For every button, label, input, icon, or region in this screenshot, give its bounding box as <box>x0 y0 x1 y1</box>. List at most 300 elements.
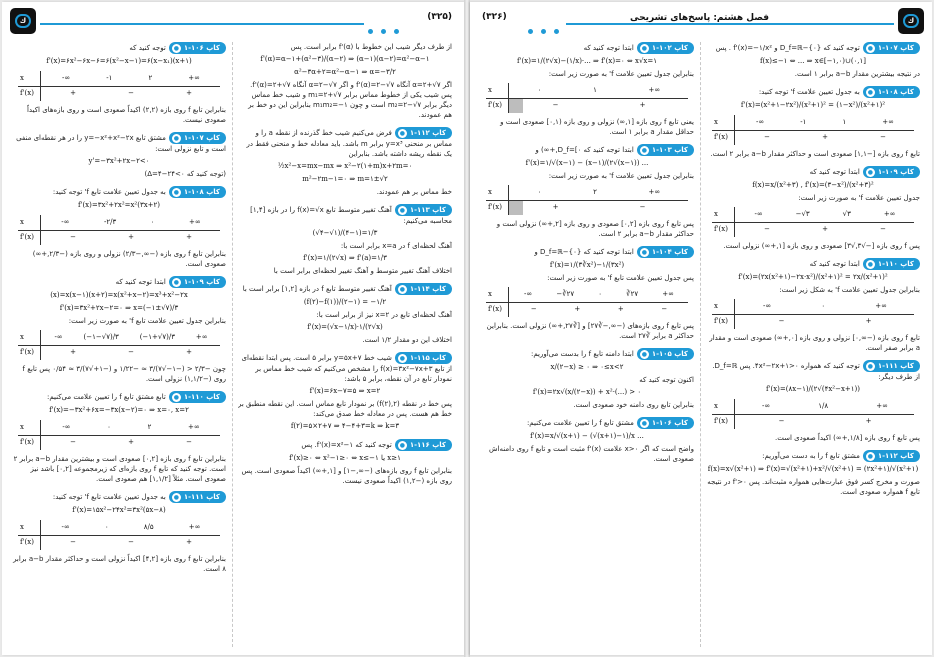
question-tag-dot-icon: ● <box>867 261 873 268</box>
solution-block <box>238 127 452 197</box>
sign-table-f-label: f'(x) <box>714 417 728 425</box>
solution-text: به جدول تعیین علامت تابع f' توجه کنید: <box>52 188 166 196</box>
sign-table-f-label: f'(x) <box>714 225 728 233</box>
sign-table-f-label: f'(x) <box>20 233 34 241</box>
solution-intro <box>480 42 694 54</box>
question-tag-dot-icon: ● <box>399 130 405 137</box>
equation: f'(x)≥۰ ⇔ x²−۱≥۰ ⇔ x≤−۱ یا x≥۱ <box>289 454 401 462</box>
sign-table-sign-cell: − <box>764 225 770 233</box>
sign-table-f-label: f'(x) <box>20 348 34 356</box>
sign-table-sign-cell: + <box>822 133 828 141</box>
solution-conclusion: پس تابع f روی بازه [۱/۸,+∞) اکیداً صعودی است. <box>775 434 920 442</box>
question-tag <box>637 42 694 54</box>
equation: f(x)≤−۱ ⇔ ... ⇒ x∈[−۱,۰)∪(۰,۱] <box>759 57 867 65</box>
solution-text: اکنون توجه کنید که <box>639 376 694 384</box>
equation: f'(x)=(√x−۱/x)·۱/(۲√x) <box>307 323 383 331</box>
solution-block <box>706 42 920 79</box>
sign-table-x-cell: -۲/۳ <box>103 218 117 226</box>
question-tag-dot-icon: ● <box>641 249 647 256</box>
solution-conclusion: بنابراین تابع f روی بازه [۰,۲] صعودی است و بیشترین مقدار a−b برابر ۲ است. توجه کنید که تابع f روی بازه‌ای که زیرمجموعه [۰,۲] باشد نیز صعودی است. مثلاً [۱,۱/۲] هم صعودی است. <box>13 455 226 483</box>
sign-table-sign-cell: + <box>70 348 76 356</box>
sign-table-x-cell: -∞ <box>62 423 71 431</box>
sign-table-sign-cell: − <box>70 438 76 446</box>
solution-text: توجه کنید که <box>129 44 166 52</box>
question-tag-label: ۱-۱۰۷ کاپ <box>183 134 220 142</box>
equation: f'(x)=۳x²+۲x²=x²(۳x+۲) <box>77 201 161 209</box>
solution-text: جدول تعیین علامت f' به صورت زیر است: <box>798 194 920 202</box>
solution-text: فرض می‌کنیم شیب خط گذرنده از نقطه a را و مماس بر منحنی y=x³ برابر m باشد. باید معادله خط و منحنی فقط در یک نقطه ریشه داشته باشد. بنابراین <box>246 129 452 158</box>
sign-table-undefined-region <box>509 99 523 113</box>
sign-table-sign-cell: − <box>880 133 886 141</box>
sign-table-hline <box>712 130 914 131</box>
question-tag-label: ۱-۱۱۲ کاپ <box>877 452 914 460</box>
solution-conclusion: پس تابع f روی بازه‌های (−∞,−∛۲۷] و [∛۲۷,+∞) نزولی است. بنابراین حداکثر a برابر ∛۲۷ است. <box>486 322 694 340</box>
solution-intro <box>238 439 452 451</box>
question-tag <box>637 417 694 429</box>
solution-text: اگر α=۲+√۷ آنگاه f'(α)=۲−√۷ و اگر α=۲−√۷ آنگاه f'(α)=۲+√۷. پس شیب یکی از خطوط مماس برابر m₁=۲+√۷ و شیب خط مماس دیگر برابر m₂=۲−√۷ است و چون m₁m₂=−۱ بنابراین این دو خط بر هم عمودند. <box>248 81 452 119</box>
question-tag <box>637 348 694 360</box>
solution-conclusion: بنابراین تابع f روی بازه [۴,۲] اکیداً نزولی است و حداکثر مقدار a−b برابر ۸ است. <box>13 555 226 573</box>
sign-table-sign-row <box>738 225 912 233</box>
question-tag-dot-icon: ● <box>867 453 873 460</box>
sign-table-x-cell: -∞ <box>756 118 765 126</box>
solution-text: بنابراین تابع f روی بازه‌های (−∞,−۱] و [۱,+∞) اکیداً صعودی است. پس روی بازه (−۱,۲) اکیداً صعودی نیست. <box>241 467 452 485</box>
question-tag-dot-icon: ● <box>641 147 647 154</box>
sign-table-x-label: x <box>714 402 718 410</box>
sign-table-x-row <box>44 523 218 531</box>
solution-text: آهنگ لحظه‌ای f در x=a برابر است با: <box>340 242 452 250</box>
question-tag <box>169 276 226 288</box>
page-number: (۳۲۶) <box>478 12 511 22</box>
solution-conclusion: بنابراین تابع f روی بازه (۲,۲) اکیداً صعودی است و روی بازه‌های اکیداً صعودی نیست. <box>26 106 226 124</box>
equation: f'(x)=(۲x(x²+۱)−۲x·x²)/(x²+۱)² = ۲x/(x²+۱)² <box>738 273 888 281</box>
solution-intro <box>706 258 920 270</box>
sign-table-f-label: f'(x) <box>714 133 728 141</box>
sign-table-vline <box>508 287 509 317</box>
sign-table-x-cell: ۰ <box>537 188 542 196</box>
question-tag-label: ۱-۱۱۶ کاپ <box>409 441 446 449</box>
question-tag-dot-icon: ● <box>867 169 873 176</box>
sign-table-f-label: f'(x) <box>714 317 728 325</box>
solution-block <box>480 42 694 137</box>
solution-block <box>238 42 452 120</box>
sign-table-x-cell: ۱ <box>593 86 597 94</box>
question-tag <box>637 246 694 258</box>
sign-table-sign-cell: − <box>128 538 134 546</box>
sign-table-x-label: x <box>714 210 718 218</box>
question-tag <box>863 86 920 98</box>
solution-conclusion: چون −۲/۳ < (−۱−√۷)/۳ ≈ −۱/۲۲ و (−۱+√۷)/۳ ≈ ۰/۵۴ پس تابع f روی (−۱,۱/۲) نزولی است. <box>22 365 226 383</box>
sign-table-x-cell: -∞ <box>54 333 63 341</box>
solution-text: تابع مشتق تابع f را تعیین علامت می‌کنیم: <box>46 393 166 401</box>
solution-intro <box>238 127 452 159</box>
sign-table-sign-cell: + <box>186 348 192 356</box>
sign-table-x-label: x <box>488 290 492 298</box>
solution-block <box>238 439 452 486</box>
sign-table-x-label: x <box>20 74 24 82</box>
sign-table <box>486 287 688 317</box>
solution-conclusion: تابع f روی بازه [−۱,۱] صعودی است و حداکثر مقدار a−b برابر ۲ است. <box>710 150 920 158</box>
solution-conclusion: یعنی تابع f روی بازه [۱,∞) نزولی و روی بازه (۰,۱] صعودی است و حداقل مقدار a برابر ۱ است. <box>500 118 694 136</box>
equation: f'(x)=(۸x−۱)/(۲√(۴x²−x+۱)) <box>765 385 861 393</box>
sign-table <box>712 399 914 429</box>
column-separator <box>232 42 233 647</box>
left-page-header <box>10 8 456 34</box>
sign-table-x-cell: ۲ <box>147 423 152 431</box>
solution-block <box>706 450 920 497</box>
sign-table-x-cell: √۳ <box>842 210 851 218</box>
solution-conclusion: پس f روی بازه [−√۳,√۳] صعودی و روی بازه [۱,+∞) نزولی است. <box>723 242 920 250</box>
sign-table-x-label: x <box>714 302 718 310</box>
sign-table-x-cell: ۱ <box>842 118 847 126</box>
equation: f(۲)=۵×۲+۷ ⇒ ۴−۴+۳=k ⇒ k=۳ <box>290 422 400 430</box>
sign-table <box>18 330 220 360</box>
sign-table-sign-cell: + <box>822 225 828 233</box>
sign-table-x-row <box>512 188 686 196</box>
solution-block <box>480 144 694 239</box>
question-tag-label: ۱-۱۰۲ کاپ <box>651 44 688 52</box>
sign-table-x-cell: +∞ <box>189 218 201 226</box>
sign-table-hline <box>18 86 220 87</box>
sign-table-sign-cell: − <box>639 203 646 211</box>
sign-table-x-row <box>512 290 686 298</box>
question-tag <box>395 127 452 139</box>
sign-table-x-cell: +∞ <box>876 402 888 410</box>
sign-table-x-label: x <box>20 423 24 431</box>
header-rule <box>40 23 364 25</box>
sign-table-x-cell: +∞ <box>195 333 208 341</box>
sign-table-x-row <box>44 218 218 226</box>
equation: (x)=x(x−۱)(x+۲)=x(x²+x−۲)=x³+x²−۲x <box>50 291 188 299</box>
sign-table-hline <box>18 230 220 231</box>
question-tag <box>863 360 920 372</box>
header-rule <box>566 23 894 25</box>
solution-block <box>706 166 920 251</box>
sign-table-undefined-region <box>509 201 523 215</box>
sign-table-sign-cell: − <box>186 438 192 446</box>
solution-intro <box>12 186 226 198</box>
sign-table-x-cell: ۲ <box>148 74 153 82</box>
sign-table-sign-cell: − <box>128 89 134 97</box>
sign-table-x-cell: -∞ <box>62 74 71 82</box>
solution-intro <box>706 42 920 54</box>
question-tag-label: ۱-۱۱۳ کاپ <box>409 206 446 214</box>
sign-table-x-label: x <box>20 333 24 341</box>
solution-text: آهنگ تغییر متوسط تابع f(x)=√x را در بازه [۱,۴] محاسبه می‌کنیم: <box>250 206 452 225</box>
solution-intro <box>706 86 920 98</box>
solution-intro <box>238 283 452 295</box>
sign-table-f-label: f'(x) <box>488 203 502 211</box>
solution-text: ابتدا توجه کنید که D_f=[۰,+∞) و <box>535 146 634 154</box>
sign-table-x-cell: +∞ <box>648 86 661 94</box>
solution-conclusion: بنابراین تابع f روی بازه (−∞,−۲/۳) نزولی و روی بازه (−۲/۳,+∞) صعودی است. <box>32 250 226 268</box>
equation: f'(x)=۶x−۷=۵ ⇒ x=۲ <box>309 387 381 395</box>
sign-table-x-cell: ۰ <box>821 302 826 310</box>
sign-table-x-cell: -∞ <box>754 210 763 218</box>
solution-text: پس خط در نقطه (۲,f(۲)) بر نمودار تابع مماس است. این نقطه منطبق بر خط هم هست. پس در معادله خط صدق می‌کند: <box>238 400 452 418</box>
right-page <box>470 2 932 655</box>
question-tag-label: ۱-۱۰۹ کاپ <box>877 168 914 176</box>
solution-block <box>12 391 226 484</box>
solution-block <box>12 491 226 574</box>
sign-table-hline <box>712 314 914 315</box>
sign-table-sign-cell: − <box>552 101 559 109</box>
question-tag-label: ۱-۱۱۱ کاپ <box>183 493 220 501</box>
sign-table-sign-row <box>512 203 686 211</box>
solution-block <box>480 417 694 464</box>
question-tag <box>863 166 920 178</box>
sign-table-hline <box>18 345 220 346</box>
solution-text: خط مماس بر هم عمودند. <box>376 188 452 196</box>
question-tag-label: ۱-۱۱۴ کاپ <box>409 285 446 293</box>
left-page-col-right <box>238 42 452 647</box>
page-number: (۳۲۵) <box>423 12 456 22</box>
sign-table-sign-row <box>44 438 218 446</box>
sign-table <box>18 420 220 450</box>
question-tag <box>169 42 226 54</box>
sign-table-x-row <box>44 74 218 82</box>
question-tag-label: ۱-۱۱۰ کاپ <box>183 393 220 401</box>
question-tag-dot-icon: ● <box>173 135 179 142</box>
solution-block <box>238 204 452 276</box>
sign-table-x-cell: +∞ <box>188 523 201 531</box>
right-page-col-left <box>480 42 694 647</box>
question-tag-dot-icon: ● <box>173 45 179 52</box>
solution-intro <box>238 204 452 226</box>
equation: y'=−۳x²+۲x−۲<۰ <box>88 157 150 165</box>
solution-text: ابتدا توجه کنید که <box>809 260 860 268</box>
solution-intro <box>12 276 226 288</box>
equation: f'(x)=۳x²+۲x−۲=۰ ⇒ x=(−۱±√۷)/۳ <box>59 304 179 312</box>
sign-table-x-cell: ۰ <box>107 423 111 431</box>
question-tag-label: ۱-۱۰۶ کاپ <box>183 44 220 52</box>
solution-block <box>706 86 920 159</box>
question-tag-label: ۱-۱۱۲ کاپ <box>409 129 446 137</box>
question-tag <box>395 204 452 216</box>
question-tag-label: ۱-۱۰۹ کاپ <box>183 278 220 286</box>
solution-conclusion: پس تابع f روی بازه [۰,۲] صعودی و روی بازه [۲,+∞) نزولی است و حداکثر مقدار a−b برابر ۲ است. <box>496 220 694 238</box>
sign-table-x-cell: ∛۲۷ <box>626 290 639 298</box>
question-tag-dot-icon: ● <box>399 442 405 449</box>
equation: f'(x)=x/√(x+۱) − (√(x+۱)−۱)/x ... <box>530 432 644 440</box>
question-tag-dot-icon: ● <box>641 420 647 427</box>
right-page-col-right <box>706 42 920 647</box>
sign-table-hline <box>18 435 220 436</box>
solution-text: ابتدا توجه کنید که <box>809 168 860 176</box>
sign-table-vline <box>734 115 735 145</box>
publisher-logo-icon: ك <box>898 8 924 34</box>
equation: f'(x)=۱/(۲√x) ⇒ f'(a)=۱/۳ <box>303 254 387 262</box>
question-tag-dot-icon: ● <box>173 189 179 196</box>
sign-table-sign-cell: − <box>880 225 886 233</box>
question-tag-label: ۱-۱۰۸ کاپ <box>877 88 914 96</box>
question-tag-dot-icon: ● <box>173 279 179 286</box>
sign-table-x-cell: -∞ <box>61 218 70 226</box>
sign-table-sign-cell: − <box>778 317 785 325</box>
solution-intro <box>480 417 694 429</box>
solution-text: ابتدا توجه کنید که <box>115 278 166 286</box>
solution-block <box>238 283 452 345</box>
question-tag <box>169 132 226 144</box>
sign-table-sign-cell: + <box>639 101 646 109</box>
equation: m²−۲m−۱=۰ ⇒ m=۱±√۲ <box>302 175 388 183</box>
sign-table-sign-cell: − <box>530 305 537 313</box>
sign-table-sign-cell: + <box>865 317 872 325</box>
sign-table-sign-cell: + <box>70 89 76 97</box>
question-tag <box>169 391 226 403</box>
solution-intro <box>480 348 694 360</box>
right-page-header <box>478 8 924 34</box>
equation: (√۴−√۱)/(۴−۱)=۱/۳ <box>312 229 378 237</box>
sign-table-f-label: f'(x) <box>488 101 502 109</box>
solution-block <box>12 42 226 125</box>
sign-table-x-cell: ۸/۵ <box>143 523 154 531</box>
sign-table-sign-row <box>512 101 686 109</box>
left-page-col-left <box>12 42 226 647</box>
sign-table-x-cell: (−۱−√۷)/۳ <box>83 333 119 341</box>
sign-table-sign-row <box>738 317 912 325</box>
question-tag-dot-icon: ● <box>641 45 647 52</box>
sign-table <box>486 185 688 215</box>
question-tag <box>169 491 226 503</box>
question-tag-dot-icon: ● <box>399 286 405 293</box>
solution-block <box>12 132 226 179</box>
solution-intro <box>12 42 226 54</box>
publisher-logo-icon: ك <box>10 8 36 34</box>
sign-table-x-cell: −√۳ <box>795 210 810 218</box>
solution-text: توجه کنید که f'(x)=x²−۱. پس <box>301 441 392 449</box>
solution-intro <box>12 491 226 503</box>
sign-table-hline <box>712 222 914 223</box>
question-tag-label: ۱-۱۰۳ کاپ <box>651 146 688 154</box>
sign-table-sign-cell: − <box>778 417 785 425</box>
question-tag-label: ۱-۱۰۵ کاپ <box>651 350 688 358</box>
header-dots-icon <box>524 20 564 28</box>
sign-table-sign-cell: + <box>865 417 872 425</box>
sign-table-f-label: f'(x) <box>488 305 502 313</box>
solution-conclusion: تابع f روی بازه (−∞,۰] نزولی و روی بازه [۰,+∞) صعودی است و مقدار a برابر صفر است. <box>709 334 920 352</box>
solution-text: آهنگ تغییر متوسط تابع f در بازه [۱,۲] برابر است با <box>242 285 392 293</box>
solution-text: ابتدا توجه کنید که <box>583 44 634 52</box>
sign-table <box>712 299 914 329</box>
solution-intro <box>12 391 226 403</box>
equation: (f(۲)−f(۱))/(۲−۱) = −۱/۲ <box>303 298 387 306</box>
sign-table <box>486 83 688 113</box>
sign-table-x-cell: -۱ <box>106 74 113 82</box>
sign-table-x-label: x <box>20 523 24 531</box>
sign-table-vline <box>734 207 735 237</box>
sign-table-sign-row <box>44 538 218 546</box>
sign-table <box>712 115 914 145</box>
header-dots-icon <box>364 20 404 28</box>
solution-text: آهنگ لحظه‌ای تابع در x=۲ نیز از برابر است با: <box>316 311 452 319</box>
sign-table-x-cell: -∞ <box>524 290 533 298</box>
sign-table-x-cell: +∞ <box>882 118 894 126</box>
question-tag-dot-icon: ● <box>173 494 179 501</box>
solution-conclusion: بنابراین تابع روی دامنه خود صعودی است. <box>573 401 694 409</box>
equation: f(x)=x√(x²+۱) ⇒ f'(x)=√(x²+۱)+x²/√(x²+۱) = (۲x²+۱)/√(x²+۱) <box>707 465 919 473</box>
solution-block <box>12 276 226 384</box>
solution-text: ابتدا دامنه تابع f را بدست می‌آوریم: <box>531 350 634 358</box>
sign-table-x-cell: −∛۲۷ <box>556 290 575 298</box>
question-tag-dot-icon: ● <box>399 355 405 362</box>
solution-intro <box>480 144 694 156</box>
sign-table <box>18 215 220 245</box>
sign-table-x-label: x <box>488 86 492 94</box>
sign-table-vline <box>734 399 735 429</box>
equation: f'(α)=α−۱+(α²−۳)/(α−۲) ⇒ (α−۱)(α−۲)=α²−α−۱ <box>260 55 430 63</box>
sign-table <box>18 71 220 101</box>
solution-intro <box>706 450 920 462</box>
sign-table-x-row <box>44 423 218 431</box>
sign-table-sign-row <box>44 233 218 241</box>
question-tag-label: ۱-۱۰۷ کاپ <box>877 44 914 52</box>
solution-text: ابتدا توجه کنید که D_f=ℝ−{۰} و <box>534 248 634 256</box>
question-tag-label: ۱-۱۰۶ کاپ <box>651 419 688 427</box>
sign-table-x-cell: ۰ <box>537 86 542 94</box>
sign-table-f-label: f'(x) <box>20 89 34 97</box>
question-tag-dot-icon: ● <box>867 89 873 96</box>
solution-block <box>706 360 920 443</box>
sign-table-x-row <box>44 333 218 341</box>
sign-table-vline <box>40 330 41 360</box>
sign-table-hline <box>18 535 220 536</box>
question-tag-dot-icon: ● <box>641 351 647 358</box>
solution-text: به جدول تعیین علامت f' توجه کنید: <box>758 88 860 96</box>
sign-table-x-row <box>738 402 912 410</box>
sign-table-vline <box>40 215 41 245</box>
solution-block <box>12 186 226 269</box>
solution-conclusion: اختلاف آهنگ تغییر متوسط و آهنگ تغییر لحظه‌ای برابر است با <box>273 267 452 275</box>
equation: x/(۲−x) ≥ ۰ ⇒ ۰≤x<۲ <box>550 363 624 371</box>
sign-table-x-cell: ۲ <box>593 188 597 196</box>
sign-table-sign-cell: + <box>574 305 581 313</box>
sign-table-x-label: x <box>20 218 24 226</box>
solution-intro <box>238 42 452 52</box>
question-tag-label: ۱-۱۱۵ کاپ <box>409 354 446 362</box>
question-tag <box>863 42 920 54</box>
sign-table-sign-cell: − <box>128 348 134 356</box>
column-separator <box>700 42 701 647</box>
solution-text: واضح است که اگر x>۰ علامت f'(x) مثبت است و تابع f روی دامنه‌اش صعودی است. <box>489 445 694 463</box>
sign-table-x-cell: ۰ <box>150 218 155 226</box>
solution-text: صورت و مخرج کسر فوق عبارت‌هایی همواره مثبت‌اند. پس f'>۰ در نتیجه تابع f همواره صعودی است. <box>707 478 920 496</box>
sign-table-sign-cell: + <box>617 305 624 313</box>
sign-table-vline <box>40 520 41 550</box>
sign-table-x-label: x <box>714 118 718 126</box>
sign-table-x-row <box>512 86 686 94</box>
left-page <box>2 2 464 655</box>
equation: f'(x)=۱/(۲√x)−(۱/x)·... ⇒ f'(x)=۰ ⇔ x√x=۱ <box>517 57 657 65</box>
sign-table-sign-cell: + <box>186 233 192 241</box>
solution-text: بنابراین جدول تعیین علامت تابع f' به صورت زیر است: <box>68 317 226 325</box>
sign-table <box>18 520 220 550</box>
sign-table-sign-cell: + <box>128 233 134 241</box>
sign-table-sign-cell: + <box>552 203 559 211</box>
question-tag-dot-icon: ● <box>399 207 405 214</box>
question-tag-dot-icon: ● <box>867 45 873 52</box>
sign-table-x-cell: +∞ <box>187 423 200 431</box>
equation: f'(x)=۲x√(x/(۲−x)) + x²·(...) > ۰ <box>532 388 642 396</box>
sign-table-vline <box>734 299 735 329</box>
question-tag-label: ۱-۱۱۰ کاپ <box>877 260 914 268</box>
sign-table-sign-cell: − <box>764 133 770 141</box>
sign-table-x-cell: +∞ <box>875 302 887 310</box>
solution-text: بنابراین جدول تعیین علامت f' به صورت زیر است: <box>548 172 694 180</box>
question-tag-dot-icon: ● <box>867 363 873 370</box>
sign-table-x-cell: +∞ <box>648 188 661 196</box>
sign-table-vline <box>40 420 41 450</box>
